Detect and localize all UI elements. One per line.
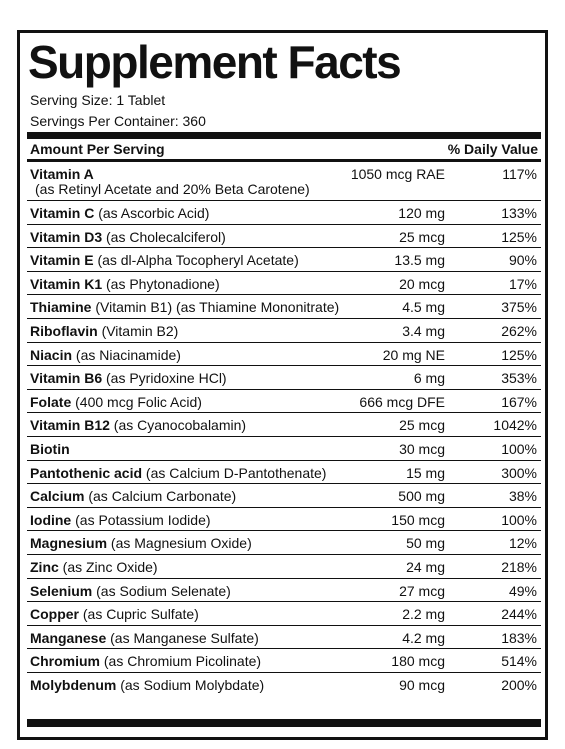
nutrient-name: Vitamin C	[30, 205, 95, 221]
nutrient-daily-value: 125%	[501, 228, 537, 245]
table-header	[27, 139, 541, 159]
nutrient-daily-value: 100%	[501, 440, 537, 457]
nutrient-source: (Vitamin B2)	[101, 322, 179, 339]
nutrient-daily-value: 12%	[508, 535, 537, 552]
nutrient-name: Calcium	[30, 488, 85, 505]
nutrient-name-cell	[30, 323, 178, 339]
nutrient-amount: 4.5 mg	[402, 299, 445, 316]
nutrient-source: (as Ascorbic Acid)	[98, 205, 210, 221]
nutrient-name-cell	[30, 347, 181, 363]
nutrient-source: (as Calcium D-Pantothenate)	[145, 464, 327, 481]
nutrient-amount: 150 mcg	[391, 511, 445, 528]
nutrient-daily-value: 375%	[501, 299, 537, 316]
nutrient-amount: 15 mg	[406, 464, 445, 481]
nutrient-daily-value: 218%	[501, 558, 537, 575]
nutrient-amount: 25 mcg	[399, 228, 445, 245]
nutrient-name: Vitamin E	[30, 252, 94, 269]
header-amount-per-serving: Amount Per Serving	[30, 141, 165, 157]
table-row	[27, 508, 541, 532]
nutrient-source: (as Manganese Sulfate)	[110, 629, 259, 646]
nutrient-name: Vitamin D3	[30, 228, 103, 245]
nutrient-name-cell	[30, 677, 264, 693]
nutrient-name-cell	[30, 653, 261, 669]
thick-divider-top	[27, 132, 541, 139]
nutrient-name-cell	[30, 229, 226, 245]
nutrient-amount: 4.2 mg	[402, 629, 445, 646]
nutrient-amount: 3.4 mg	[402, 322, 445, 339]
nutrient-amount: 24 mg	[406, 558, 445, 575]
nutrient-amount: 20 mcg	[399, 275, 445, 292]
nutrient-name-cell	[30, 606, 199, 622]
panel-title: Supplement Facts	[28, 36, 401, 88]
nutrient-daily-value: 300%	[501, 464, 537, 481]
nutrient-amount: 90 mcg	[399, 676, 445, 693]
nutrient-amount: 13.5 mg	[394, 252, 445, 269]
nutrient-source: (as Niacinamide)	[75, 346, 181, 363]
nutrient-source: (as Potassium Iodide)	[75, 511, 211, 528]
nutrient-source: (as Cholecalciferol)	[106, 228, 226, 245]
nutrient-daily-value: 183%	[501, 629, 537, 646]
nutrient-amount: 120 mg	[398, 205, 445, 221]
table-row	[27, 673, 541, 696]
nutrient-name-cell	[30, 583, 231, 599]
nutrient-name-cell	[30, 299, 339, 315]
table-row	[27, 649, 541, 673]
table-row	[27, 201, 541, 225]
nutrient-name: Niacin	[30, 346, 73, 363]
nutrient-name-cell	[30, 465, 326, 481]
table-row	[27, 413, 541, 437]
nutrient-source: (as Chromium Picolinate)	[103, 653, 262, 670]
nutrient-daily-value: 167%	[501, 393, 537, 410]
nutrient-name-cell	[30, 276, 220, 292]
nutrient-daily-value: 133%	[501, 205, 537, 221]
nutrient-amount: 180 mcg	[391, 653, 445, 670]
header-daily-value: % Daily Value	[447, 141, 538, 157]
table-row	[27, 602, 541, 626]
nutrient-source: (as Magnesium Oxide)	[110, 535, 252, 552]
servings-per-container: Servings Per Container: 360	[30, 113, 206, 129]
nutrient-daily-value: 125%	[501, 346, 537, 363]
nutrient-amount: 25 mcg	[399, 417, 445, 434]
nutrient-source: (as Retinyl Acetate and 20% Beta Carotene)	[35, 181, 310, 197]
nutrient-table	[27, 162, 541, 695]
nutrient-daily-value: 200%	[501, 676, 537, 693]
nutrient-name: Biotin	[30, 440, 70, 457]
nutrient-source: (Vitamin B1) (as Thiamine Mononitrate)	[95, 299, 340, 316]
nutrient-name: Vitamin B12	[30, 417, 110, 434]
nutrient-name: Magnesium	[30, 535, 108, 552]
nutrient-source: (as Sodium Molybdate)	[120, 676, 265, 693]
nutrient-source: (as Pyridoxine HCl)	[106, 370, 227, 387]
nutrient-amount: 30 mcg	[399, 440, 445, 457]
table-row	[27, 272, 541, 296]
table-row	[27, 531, 541, 555]
nutrient-daily-value: 17%	[508, 275, 537, 292]
nutrient-source: (as Sodium Selenate)	[96, 582, 231, 599]
nutrient-name: Vitamin K1	[30, 275, 103, 292]
nutrient-amount: 20 mg NE	[382, 346, 445, 363]
nutrient-amount: 27 mcg	[399, 582, 445, 599]
serving-size: Serving Size: 1 Tablet	[30, 92, 166, 108]
nutrient-name: Thiamine	[30, 299, 92, 316]
nutrient-name-cell	[30, 535, 252, 551]
nutrient-name: Zinc	[30, 558, 59, 575]
nutrient-name-cell	[30, 370, 227, 386]
nutrient-source: (as Phytonadione)	[106, 275, 220, 292]
nutrient-name: Chromium	[30, 653, 100, 670]
nutrient-name-cell	[30, 394, 202, 410]
nutrient-daily-value: 90%	[508, 252, 537, 269]
table-row	[27, 437, 541, 461]
nutrient-name: Folate	[30, 393, 72, 410]
nutrient-name-cell	[30, 512, 211, 528]
nutrient-amount: 6 mg	[413, 370, 445, 387]
nutrient-amount: 50 mg	[406, 535, 445, 552]
nutrient-daily-value: 514%	[501, 653, 537, 670]
supplement-facts-panel	[17, 30, 548, 740]
nutrient-name-cell	[30, 205, 209, 221]
nutrient-name: Iodine	[30, 511, 72, 528]
nutrient-name-cell	[30, 488, 236, 504]
nutrient-source: (as dl-Alpha Tocopheryl Acetate)	[97, 252, 299, 269]
nutrient-name: Manganese	[30, 629, 107, 646]
nutrient-daily-value: 244%	[501, 606, 537, 623]
table-row	[27, 484, 541, 508]
nutrient-name: Copper	[30, 606, 79, 623]
nutrient-name-cell	[30, 417, 246, 433]
table-row	[27, 555, 541, 579]
nutrient-name-cell	[30, 630, 259, 646]
nutrient-amount: 500 mg	[398, 488, 445, 505]
table-row	[27, 295, 541, 319]
nutrient-source: (as Calcium Carbonate)	[88, 488, 237, 505]
nutrient-name-cell	[30, 252, 299, 268]
table-row	[27, 319, 541, 343]
table-row	[27, 366, 541, 390]
nutrient-name: Molybdenum	[30, 676, 117, 693]
nutrient-source: (as Cupric Sulfate)	[82, 606, 199, 623]
nutrient-daily-value: 38%	[508, 488, 537, 505]
nutrient-daily-value: 353%	[501, 370, 537, 387]
nutrient-name: Vitamin B6	[30, 370, 103, 387]
table-row	[27, 343, 541, 367]
nutrient-amount: 2.2 mg	[402, 606, 445, 623]
nutrient-source: (400 mcg Folic Acid)	[75, 393, 202, 410]
nutrient-daily-value: 1042%	[493, 417, 537, 434]
nutrient-name: Pantothenic acid	[30, 464, 143, 481]
nutrient-source: (as Cyanocobalamin)	[113, 417, 247, 434]
table-row	[27, 390, 541, 414]
nutrient-name: Selenium	[30, 582, 93, 599]
table-row	[27, 626, 541, 650]
nutrient-name-cell	[30, 559, 158, 575]
nutrient-daily-value: 262%	[501, 322, 537, 339]
nutrient-daily-value: 49%	[508, 582, 537, 599]
nutrient-source: (as Zinc Oxide)	[62, 558, 158, 575]
table-row	[27, 248, 541, 272]
table-row	[27, 579, 541, 603]
nutrient-daily-value: 100%	[501, 511, 537, 528]
nutrient-amount: 1050 mcg RAE	[350, 166, 445, 182]
table-row	[27, 162, 541, 201]
nutrient-name: Riboflavin	[30, 322, 98, 339]
table-row	[27, 461, 541, 485]
nutrient-name-cell	[30, 166, 94, 182]
nutrient-amount: 666 mcg DFE	[359, 393, 445, 410]
nutrient-daily-value: 117%	[502, 166, 537, 182]
table-row	[27, 225, 541, 249]
thick-divider-bottom	[27, 719, 541, 727]
nutrient-name: Vitamin A	[30, 166, 94, 182]
nutrient-name-cell	[30, 441, 70, 457]
